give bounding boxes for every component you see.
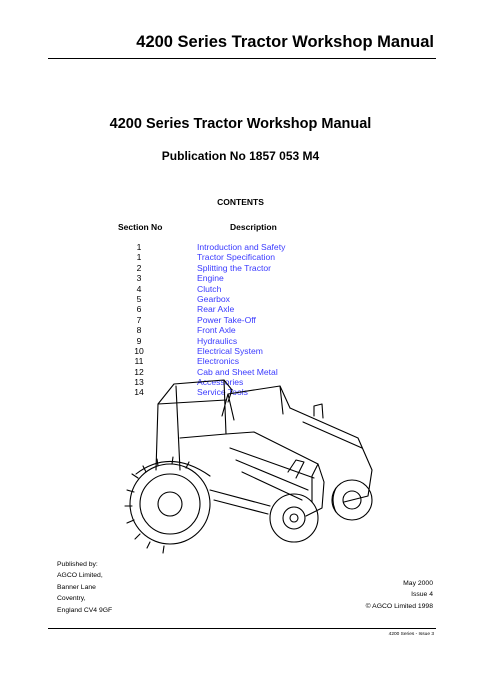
toc-row [0, 346, 481, 356]
issue-date: May 2000 [403, 580, 433, 587]
toc-row [0, 294, 481, 304]
toc-section-number: 9 [136, 335, 142, 346]
footer-divider [48, 628, 436, 629]
toc-row [0, 325, 481, 335]
front-tractor-drawing [125, 380, 324, 553]
toc-section-number: 1 [136, 252, 142, 263]
toc-section-number: 8 [136, 325, 142, 336]
toc-row [0, 336, 481, 346]
toc-link[interactable]: Introduction and Safety [197, 242, 286, 252]
toc-link[interactable]: Service Tools [197, 387, 248, 398]
toc-link[interactable]: Cab and Sheet Metal [197, 366, 278, 377]
contents-heading: CONTENTS [217, 197, 264, 207]
toc-section-number: 5 [136, 293, 142, 304]
toc-row [0, 356, 481, 366]
toc-section-number: 6 [136, 304, 142, 315]
toc-link[interactable]: Accessories [197, 377, 244, 388]
toc-section-number: 7 [136, 314, 142, 325]
contents-list [0, 242, 481, 398]
toc-section-number: 3 [136, 273, 142, 284]
toc-link[interactable]: Power Take-Off [197, 314, 256, 325]
header-divider [48, 58, 436, 59]
toc-link[interactable]: Electronics [197, 356, 240, 367]
toc-row [0, 263, 481, 273]
toc-row [0, 315, 481, 325]
section-no-column-header: Section No [118, 222, 163, 232]
publisher-line: England CV4 9GF [57, 606, 113, 614]
toc-link[interactable]: Tractor Specification [197, 252, 276, 263]
toc-link[interactable]: Engine [197, 273, 224, 284]
toc-row [0, 304, 481, 314]
description-column-header: Description [230, 222, 277, 232]
publisher-line: Published by: [57, 561, 98, 568]
toc-link[interactable]: Clutch [197, 283, 222, 294]
issue-number: Issue 4 [411, 591, 433, 599]
toc-row [0, 242, 481, 252]
tractor-illustration-icon [118, 378, 376, 556]
publisher-line: AGCO Limited, [57, 572, 103, 580]
publisher-line: Banner Lane [57, 583, 96, 591]
toc-section-number: 12 [134, 366, 144, 377]
toc-link[interactable]: Rear Axle [197, 304, 235, 315]
toc-section-number: 13 [134, 377, 144, 388]
toc-link[interactable]: Electrical System [197, 345, 263, 356]
publication-number: Publication No 1857 053 M4 [161, 149, 320, 163]
toc-section-number: 14 [134, 387, 144, 398]
toc-row [0, 284, 481, 294]
issue-block [366, 578, 433, 612]
toc-row [0, 252, 481, 262]
toc-section-number: 2 [136, 262, 142, 273]
toc-link[interactable]: Front Axle [197, 325, 236, 336]
toc-row [0, 367, 481, 377]
toc-row [0, 273, 481, 283]
publisher-block [57, 559, 112, 616]
footer-note: 4200 Series - Issue 3 [388, 632, 434, 637]
toc-link[interactable]: Hydraulics [197, 335, 238, 346]
copyright-notice: © AGCO Limited 1998 [365, 602, 433, 610]
document-title: 4200 Series Tractor Workshop Manual [109, 116, 372, 132]
toc-section-number: 1 [136, 242, 142, 252]
header-title: 4200 Series Tractor Workshop Manual [136, 33, 434, 51]
toc-section-number: 11 [134, 356, 144, 367]
toc-link[interactable]: Gearbox [197, 293, 230, 304]
toc-section-number: 10 [134, 345, 144, 356]
publisher-line: Coventry, [57, 595, 86, 603]
toc-link[interactable]: Splitting the Tractor [197, 262, 272, 273]
toc-section-number: 4 [136, 283, 142, 294]
